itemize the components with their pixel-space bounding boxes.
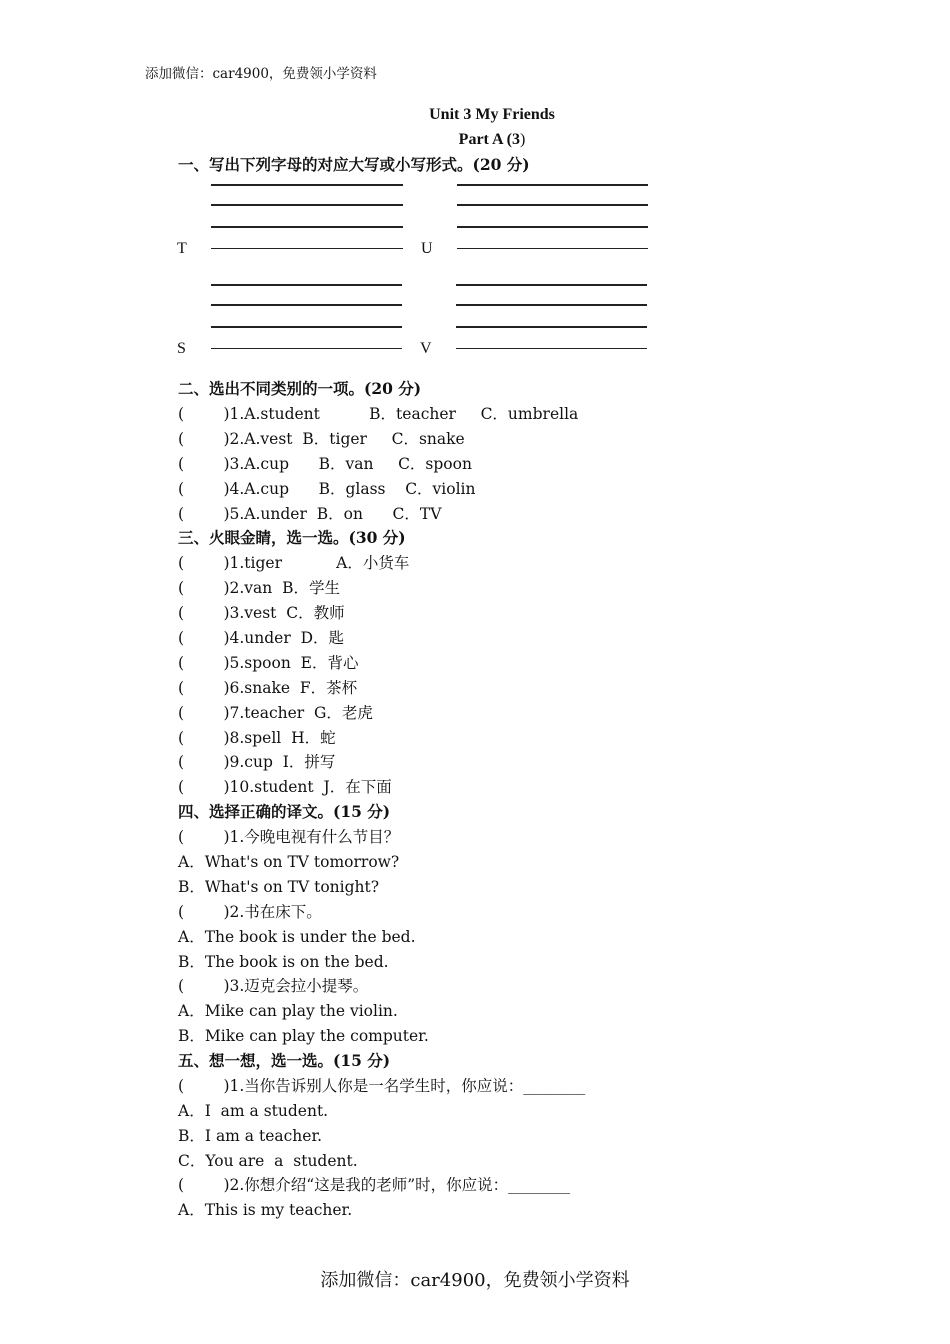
answer-option: A．What's on TV tomorrow? [178, 853, 400, 871]
question-item: ( )3.迈克会拉小提琴。 [178, 977, 369, 995]
question-item: ( )2.你想介绍“这是我的老师”时，你应说：________ [178, 1176, 571, 1194]
section4-heading: 四、选择正确的译文。(15 分) [178, 802, 391, 821]
letter-t: T [177, 240, 187, 257]
answer-option: B．The book is on the bed. [178, 953, 389, 971]
answer-option: A．Mike can play the violin. [178, 1002, 398, 1020]
question-item: ( )8.spell H．蛇 [178, 729, 336, 747]
question-item: ( )2.书在床下。 [178, 903, 322, 921]
question-item: ( )2.A.vest B．tiger C．snake [178, 430, 465, 448]
writing-line [457, 184, 648, 186]
question-item: ( )1.tiger A．小货车 [178, 554, 410, 572]
question-item: ( )2.van B．学生 [178, 579, 341, 597]
writing-line [211, 248, 403, 249]
header-watermark: 添加微信：car4900，免费领小学资料 [145, 66, 377, 82]
footer-watermark: 添加微信：car4900，免费领小学资料 [320, 1270, 630, 1291]
question-item: ( )3.vest C．教师 [178, 604, 345, 622]
writing-line [211, 184, 403, 186]
answer-option: A．I am a student. [178, 1102, 329, 1120]
question-item: ( )9.cup I．拼写 [178, 753, 336, 771]
writing-line [211, 304, 402, 306]
section1-heading: 一、写出下列字母的对应大写或小写形式。(20 分) [178, 155, 530, 174]
writing-line [211, 204, 403, 206]
part-title-text: Part A (3 [458, 131, 520, 148]
answer-option: B．Mike can play the computer. [178, 1027, 429, 1045]
writing-line [457, 204, 648, 206]
writing-line [457, 226, 648, 228]
question-item: ( )1.A.student B．teacher C．umbrella [178, 405, 579, 423]
question-item: ( )6.snake F．茶杯 [178, 679, 358, 697]
writing-line [211, 348, 402, 349]
writing-line [456, 326, 647, 328]
question-item: ( )1.今晚电视有什么节目？ [178, 828, 400, 846]
answer-option: A．The book is under the bed. [178, 928, 416, 946]
answer-option: B．What's on TV tonight? [178, 878, 380, 896]
letter-v: V [420, 340, 432, 357]
answer-option: B．I am a teacher. [178, 1127, 323, 1145]
letter-u: U [421, 240, 433, 257]
writing-line [456, 348, 647, 349]
writing-line [456, 284, 647, 286]
question-item: ( )10.student J．在下面 [178, 778, 392, 796]
answer-option: A．This is my teacher. [178, 1201, 353, 1219]
section2-heading: 二、选出不同类别的一项。(20 分) [178, 379, 422, 398]
question-item: ( )5.A.under B．on C．TV [178, 505, 442, 523]
question-item: ( )4.A.cup B．glass C．violin [178, 480, 476, 498]
letter-s: S [177, 340, 186, 357]
writing-line [211, 284, 402, 286]
question-item: ( )1.当你告诉别人你是一名学生时，你应说：________ [178, 1077, 586, 1095]
writing-line [211, 326, 402, 328]
section5-heading: 五、想一想，选一选。(15 分) [178, 1051, 391, 1070]
unit-title: Unit 3 My Friends [429, 106, 555, 123]
answer-option: C．You are a student. [178, 1152, 358, 1170]
writing-line [456, 304, 647, 306]
part-title [0, 131, 950, 149]
question-item: ( )7.teacher G．老虎 [178, 704, 373, 722]
writing-line [211, 226, 403, 228]
writing-line [457, 248, 648, 249]
part-title-close: ) [520, 131, 526, 148]
question-item: ( )4.under D．匙 [178, 629, 345, 647]
question-item: ( )5.spoon E．背心 [178, 654, 359, 672]
section3-heading: 三、火眼金睛，选一选。(30 分) [178, 528, 406, 547]
question-item: ( )3.A.cup B．van C．spoon [178, 455, 472, 473]
